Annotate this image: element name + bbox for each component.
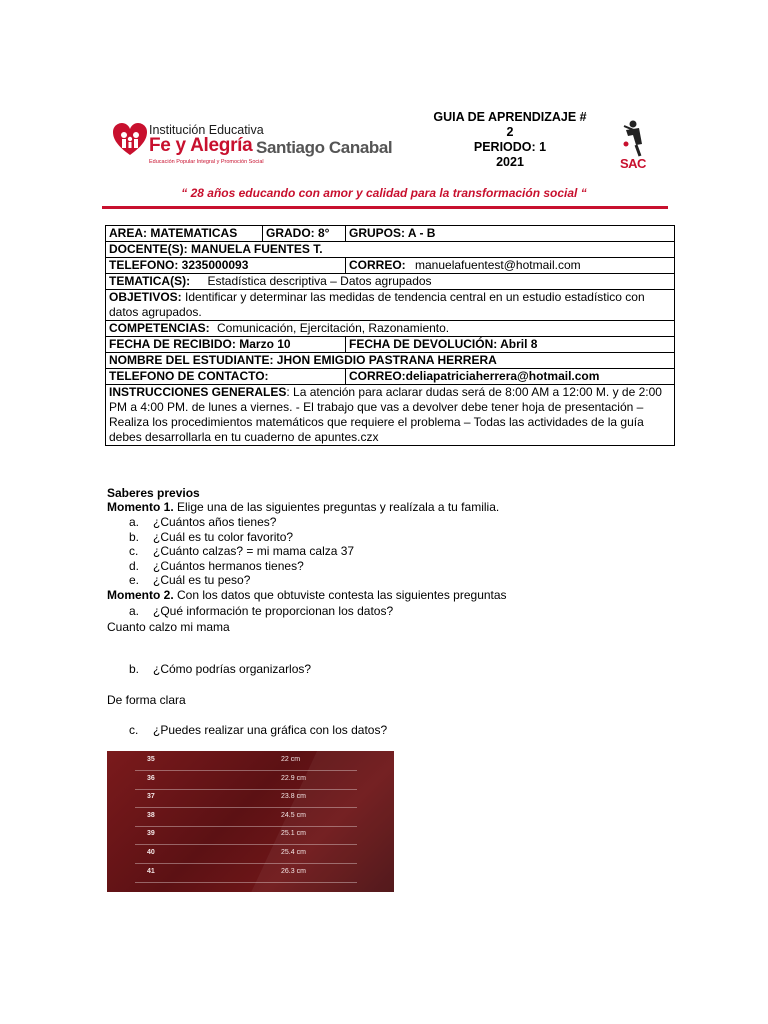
- header-divider: [102, 206, 668, 209]
- question-text: ¿Cuánto calzas? = mi mama calza 37: [153, 544, 355, 558]
- sac-logo-text: SAC: [620, 156, 646, 171]
- shoe-size-table-image: [107, 751, 394, 892]
- tematica-label: TEMATICA(S):: [109, 274, 191, 288]
- tematica-value: Estadística descriptiva – Datos agrupados: [207, 274, 432, 288]
- size-row: [135, 791, 357, 808]
- table-row: [106, 290, 675, 321]
- table-row: [106, 274, 675, 290]
- question-item: [107, 559, 354, 574]
- momento1-question-list: [107, 515, 354, 588]
- momento1-text: Elige una de las siguientes preguntas y realízala a tu familia.: [173, 500, 500, 514]
- objetivos-label: OBJETIVOS:: [109, 290, 182, 304]
- question-2b: [107, 662, 311, 677]
- size-row: [135, 754, 357, 771]
- foot-length-cell: 22 cm: [281, 756, 301, 763]
- shoe-size-cell: 35: [147, 756, 155, 763]
- question-text: ¿Puedes realizar una gráfica con los datos?: [153, 723, 388, 737]
- question-label: d.: [129, 558, 140, 573]
- correo-value: manuelafuentest@hotmail.com: [415, 258, 581, 272]
- table-row: [106, 321, 675, 337]
- figure-logo-icon: [606, 118, 662, 158]
- size-row: [135, 828, 357, 845]
- objetivos-value: Identificar y determinar las medidas de tendencia central en un estudio estadístico con datos agrupados.: [109, 290, 645, 319]
- instrucciones-label: INSTRUCCIONES GENERALES: [109, 385, 287, 399]
- foot-length-cell: 23.8 cm: [281, 793, 306, 801]
- question-2c: [107, 723, 387, 738]
- question-2a: [107, 604, 393, 619]
- shoe-size-cell: 36: [147, 774, 155, 782]
- estudiante-cell: NOMBRE DEL ESTUDIANTE: JHON EMIGDIO PASTRANA HERRERA: [106, 353, 675, 369]
- heart-logo-icon: [112, 122, 148, 158]
- table-row: [106, 353, 675, 369]
- competencias-cell: [106, 321, 675, 337]
- table-row: [106, 226, 675, 242]
- shoe-size-cell: 37: [147, 793, 155, 801]
- answer-b: De forma clara: [107, 693, 186, 707]
- momento1-label: Momento 1.: [107, 500, 174, 514]
- fecha-recibido-cell: FECHA DE RECIBIDO: Marzo 10: [106, 337, 346, 353]
- momento2-line: [107, 588, 507, 603]
- table-row: [106, 369, 675, 385]
- telefono-contacto-cell: TELEFONO DE CONTACTO:: [106, 369, 346, 385]
- area-cell: AREA: MATEMATICAS: [106, 226, 263, 242]
- grado-cell: GRADO: 8°: [263, 226, 346, 242]
- question-item: [107, 530, 354, 545]
- motto: “ 28 años educando con amor y calidad para la transformación social “: [181, 186, 587, 200]
- momento2-text: Con los datos que obtuviste contesta las siguientes preguntas: [173, 588, 507, 602]
- question-item: [107, 573, 354, 588]
- question-label: b.: [129, 662, 140, 676]
- foot-length-cell: 25.4 cm: [281, 849, 306, 856]
- telefono-cell: TELEFONO: 3235000093: [106, 258, 346, 274]
- answer-a: Cuanto calzo mi mama: [107, 620, 230, 634]
- correo-label: CORREO:: [349, 258, 406, 272]
- question-text: ¿Cuál es tu peso?: [153, 573, 251, 587]
- saberes-heading: [107, 486, 200, 501]
- saberes-label: Saberes previos: [107, 486, 200, 500]
- sac-logo: [606, 118, 662, 180]
- tematica-cell: [106, 274, 675, 290]
- guide-title: GUIA DE APRENDIZAJE #: [433, 110, 587, 124]
- guide-header: [420, 110, 600, 170]
- question-label: e.: [129, 573, 140, 587]
- table-row: [106, 337, 675, 353]
- question-label: a.: [129, 515, 140, 529]
- question-label: c.: [129, 723, 139, 737]
- size-row: [135, 810, 357, 827]
- correo-cell: [346, 258, 675, 274]
- question-item: [107, 515, 354, 530]
- school-logo: [112, 120, 393, 176]
- competencias-label: COMPETENCIAS:: [109, 321, 210, 335]
- shoe-size-cell: 38: [147, 811, 155, 819]
- competencias-value: Comunicación, Ejercitación, Razonamiento.: [217, 321, 450, 335]
- question-text: ¿Cuántos años tienes?: [153, 515, 277, 529]
- shoe-size-cell: 40: [147, 849, 155, 856]
- foot-length-cell: 22.9 cm: [281, 774, 306, 782]
- table-row: [106, 385, 675, 446]
- logo-name-text: Fe y Alegría: [149, 135, 253, 156]
- question-label: c.: [129, 544, 139, 558]
- table-row: [106, 242, 675, 258]
- grupos-cell: GRUPOS: A - B: [346, 226, 675, 242]
- size-row: [135, 866, 357, 883]
- student-info-table: [105, 225, 675, 446]
- shoe-size-cell: 39: [147, 830, 155, 838]
- question-text: ¿Cómo podrías organizarlos?: [153, 662, 312, 676]
- momento2-label: Momento 2.: [107, 588, 174, 602]
- guide-number: 2: [506, 125, 514, 139]
- foot-length-cell: 26.3 cm: [281, 867, 306, 875]
- docente-cell: DOCENTE(S): MANUELA FUENTES T.: [106, 242, 675, 258]
- foot-length-cell: 24.5 cm: [281, 811, 306, 819]
- size-row: [135, 847, 357, 864]
- logo-institution-text: Institución Educativa: [149, 123, 264, 137]
- shoe-size-cell: 41: [147, 867, 155, 875]
- logo-tagline-text: Educación Popular Integral y Promoción Social: [149, 159, 264, 165]
- question-label: b.: [129, 529, 140, 544]
- logo-campus-text: Santiago Canabal: [256, 138, 393, 157]
- objetivos-cell: [106, 290, 675, 321]
- instrucciones-cell: [106, 385, 675, 446]
- size-row: [135, 773, 357, 790]
- guide-year: 2021: [496, 155, 524, 169]
- instrucciones-value: : La atención para aclarar dudas será de 8:00 AM a 12:00 M. y de 2:00 PM a 4:00 PM. de lunes a viernes. - El trabajo que vas a devolver debe tener hoja de presentación – Realiza los procedimientos matemáticos que requiere el problema – Todas las actividades de la guía debes desarrollarla en tu cuaderno de apuntes.czx: [109, 385, 662, 444]
- table-row: [106, 258, 675, 274]
- correo-contacto-cell: CORREO:deliapatriciaherrera@hotmail.com: [346, 369, 675, 385]
- question-text: ¿Qué información te proporcionan los datos?: [153, 604, 394, 618]
- question-text: ¿Cuántos hermanos tienes?: [153, 558, 304, 573]
- guide-period: PERIODO: 1: [473, 140, 547, 154]
- question-item: [107, 544, 354, 559]
- foot-length-cell: 25.1 cm: [281, 830, 306, 838]
- fecha-devolucion-cell: FECHA DE DEVOLUCIÓN: Abril 8: [346, 337, 675, 353]
- question-text: ¿Cuál es tu color favorito?: [153, 529, 294, 544]
- momento1-line: [107, 500, 499, 515]
- question-label: a.: [129, 604, 140, 618]
